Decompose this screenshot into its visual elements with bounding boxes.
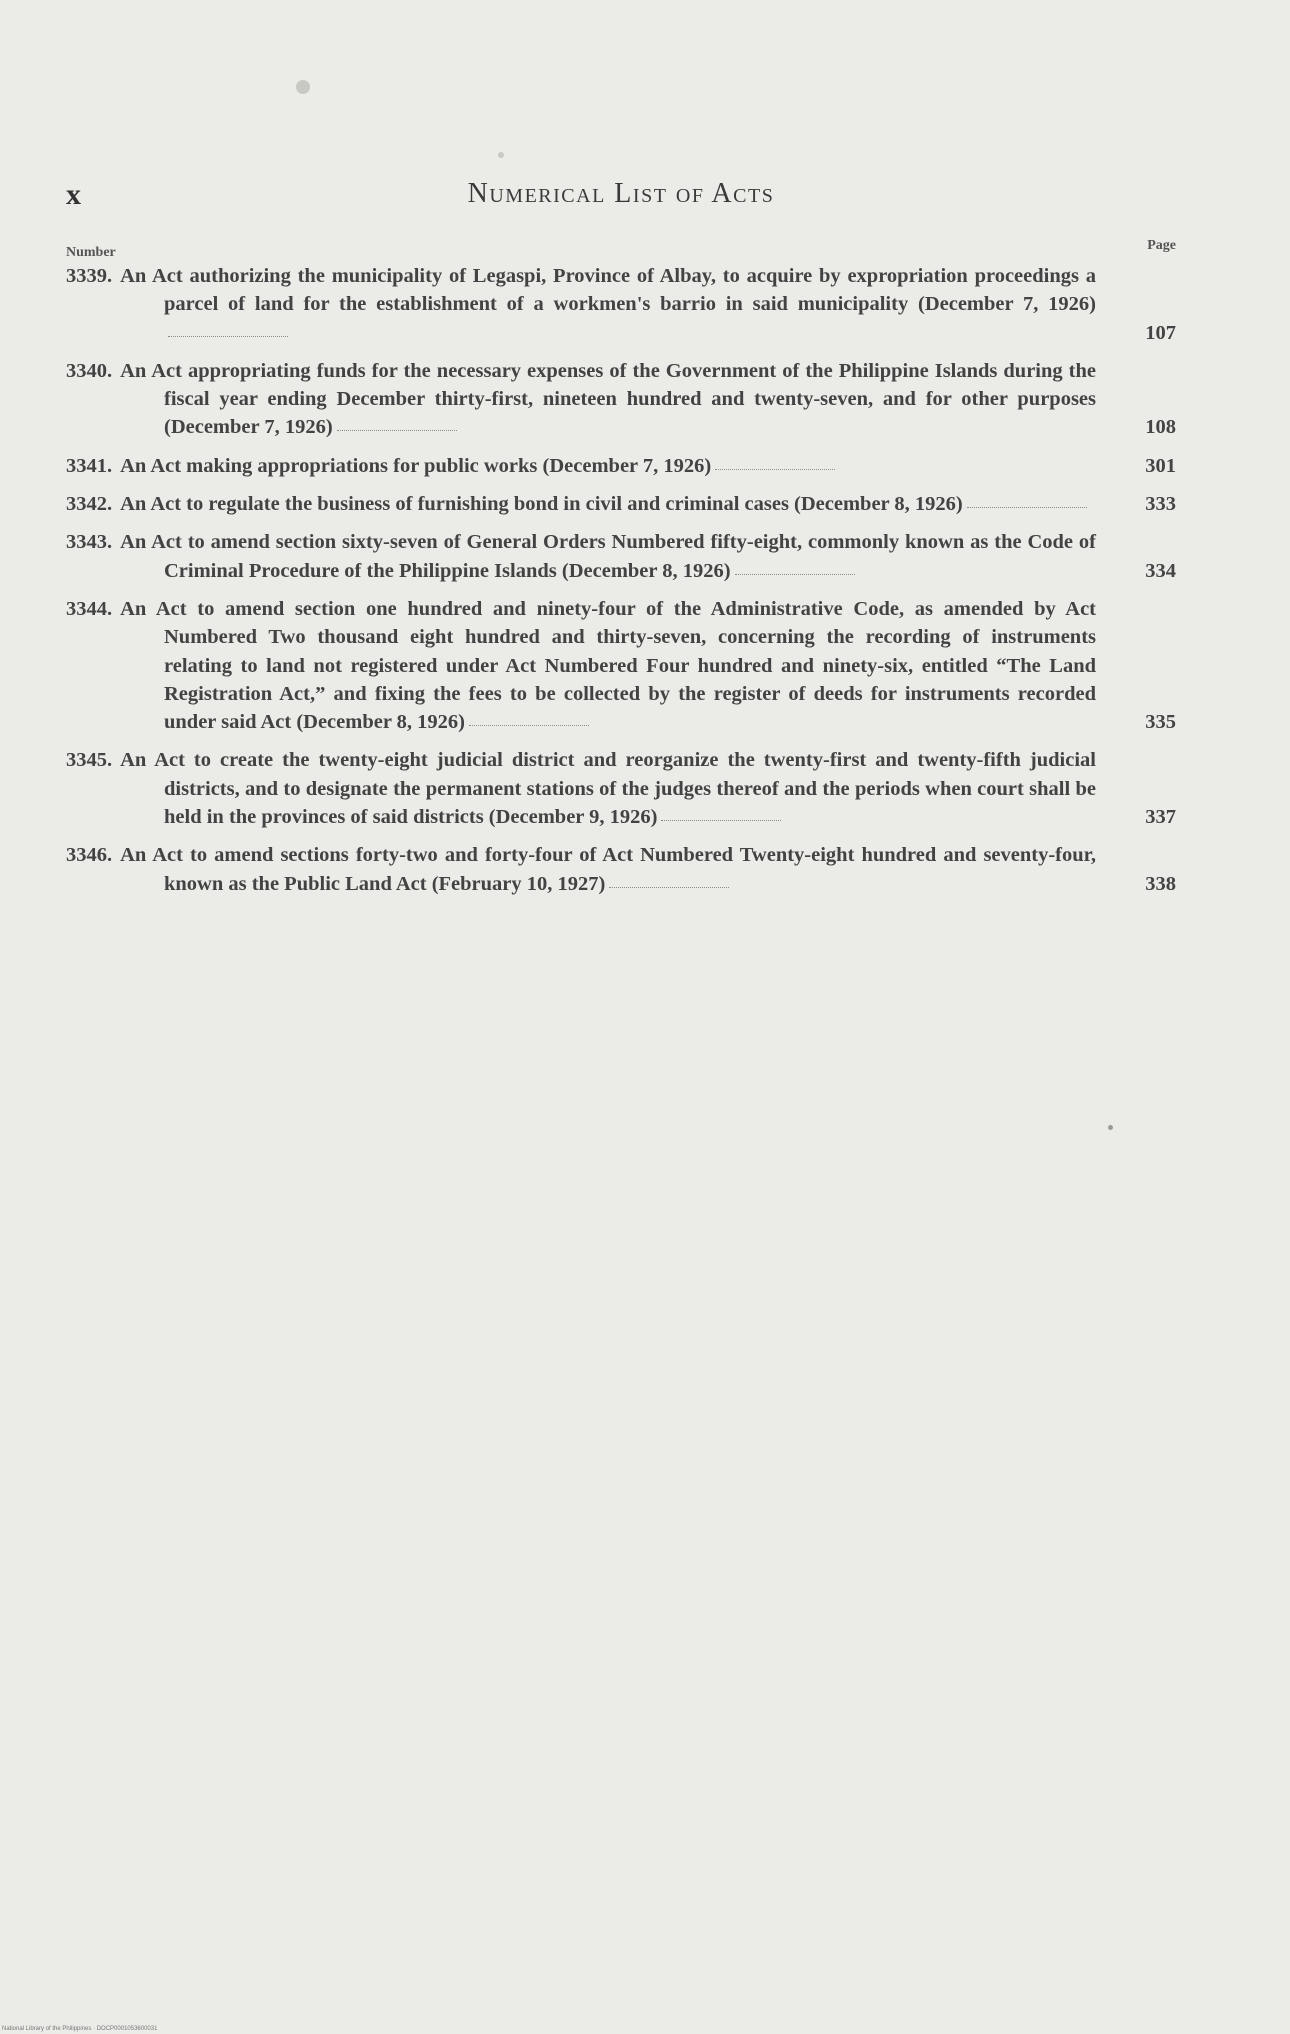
act-entry bbox=[66, 595, 1176, 736]
act-page: 334 bbox=[1145, 559, 1176, 582]
act-title: An Act to amend section one hundred and ninety-four of the Administrative Code, as amended by Act Numbered Two thousand eight hundred and thirty-seven, concerning the recording of instruments relating to land not registered under Act Numbered Four hundred and ninety-six, entitled “The Land Registration Act,” and fixing the fees to be collected by the register of deeds for instruments recorded under said Act (December 8, 1926) bbox=[120, 597, 1096, 734]
act-title: An Act to create the twenty-eight judicial district and reorganize the twenty-first and twenty-fifth judicial districts, and to designate the permanent stations of the judges thereof and the periods when court shall be held in the provinces of said districts (December 9, 1926) bbox=[120, 749, 1096, 829]
act-number: 3340. bbox=[66, 359, 113, 382]
act-title: An Act appropriating funds for the necessary expenses of the Government of the Philippine Islands during the fiscal year ending December thirty-first, nineteen hundred and twenty-seven, and for other purposes (December 7, 1926) bbox=[120, 359, 1096, 439]
act-page: 107 bbox=[1145, 321, 1176, 344]
act-entry bbox=[66, 357, 1176, 442]
act-title: An Act to amend section sixty-seven of General Orders Numbered fifty-eight, commonly known as the Code of Criminal Procedure of the Philippine Islands (December 8, 1926) bbox=[120, 531, 1096, 582]
act-title: An Act to amend sections forty-two and forty-four of Act Numbered Twenty-eight hundred and seventy-four, known as the Public Land Act (February 10, 1927) bbox=[120, 844, 1096, 895]
act-entry bbox=[66, 490, 1176, 518]
dot-leader bbox=[609, 887, 729, 888]
dot-leader bbox=[168, 336, 288, 337]
dot-leader bbox=[661, 820, 781, 821]
ink-smudge bbox=[1108, 1125, 1113, 1130]
act-number: 3339. bbox=[66, 265, 113, 287]
act-page: 333 bbox=[1145, 493, 1176, 516]
act-page: 337 bbox=[1145, 806, 1176, 829]
act-number: 3344. bbox=[66, 597, 113, 620]
scan-credit: National Library of the Philippines · DOCP0001053600031 bbox=[2, 2026, 158, 2032]
dot-leader bbox=[469, 725, 589, 726]
ink-smudge bbox=[498, 152, 504, 158]
dot-leader bbox=[735, 574, 855, 575]
act-entry bbox=[66, 528, 1176, 585]
act-number: 3345. bbox=[66, 749, 113, 772]
act-number: 3341. bbox=[66, 454, 113, 477]
page-folio: x bbox=[66, 178, 81, 211]
acts-list bbox=[66, 262, 1176, 908]
running-head bbox=[66, 178, 1176, 218]
page-column-heading: Page bbox=[1147, 238, 1176, 253]
act-entry bbox=[66, 746, 1176, 831]
act-entry bbox=[66, 841, 1176, 898]
dot-leader bbox=[337, 430, 457, 431]
act-title: An Act to regulate the business of furnishing bond in civil and criminal cases (December 8, 1926) bbox=[120, 493, 963, 516]
act-number: 3346. bbox=[66, 844, 113, 867]
act-title: An Act making appropriations for public works (December 7, 1926) bbox=[120, 454, 712, 477]
act-number: 3342. bbox=[66, 493, 113, 516]
ink-smudge bbox=[296, 80, 310, 94]
dot-leader bbox=[967, 507, 1087, 508]
act-page: 108 bbox=[1145, 416, 1176, 439]
act-title: An Act authorizing the municipality of Legaspi, Province of Albay, to acquire by expropriation proceedings a parcel of land for the establishment of a workmen's barrio in said municipality (December 7, 1926) bbox=[120, 265, 1096, 316]
dot-leader bbox=[715, 469, 835, 470]
act-page: 301 bbox=[1145, 454, 1176, 477]
act-number: 3343. bbox=[66, 531, 113, 554]
page-title: Numerical List of Acts bbox=[467, 178, 775, 209]
number-column-heading: Number bbox=[66, 245, 116, 260]
act-entry bbox=[66, 452, 1176, 480]
act-page: 335 bbox=[1145, 711, 1176, 734]
act-entry bbox=[66, 262, 1176, 347]
act-page: 338 bbox=[1145, 872, 1176, 895]
